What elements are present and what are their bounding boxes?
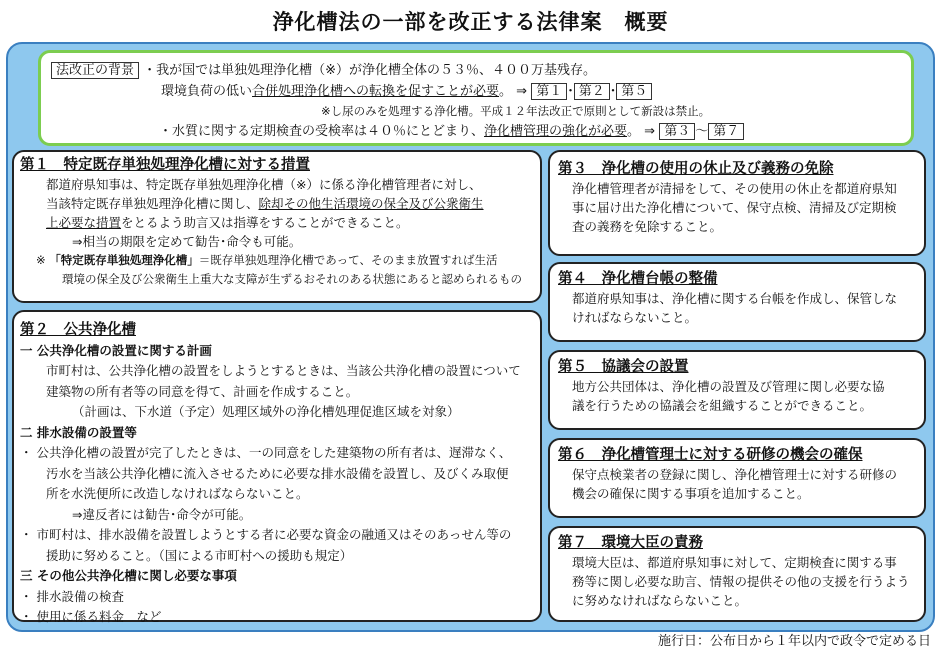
section-3-text-2: 事に届け出た浄化槽について、保守点検、清掃及び定期検 <box>572 200 897 215</box>
section-5 <box>548 350 926 430</box>
background-text-3c: 。 ⇒ <box>627 124 656 139</box>
section-1-text-2 <box>20 194 534 213</box>
section-4-text-1: 都道府県知事は、浄化槽に関する台帳を作成し、保管しな <box>572 291 898 306</box>
section-2-text-c1: ・ 排水設備の検査 <box>20 588 124 604</box>
section-2-text-a1: 市町村は、公共浄化槽の設置をしようとするときは、当該公共浄化槽の設置について <box>46 363 521 378</box>
ref-1: 第１ <box>531 83 567 100</box>
section-1-heading: 第１ 特定既存単独処理浄化槽に対する措置 <box>20 157 310 173</box>
ref-sep-2: ･ <box>609 84 617 99</box>
section-3 <box>548 150 926 256</box>
section-2-text-b1: ・ 公共浄化槽の設置が完了したときは、一の同意をした建築物の所有者は、遅滞なく、 <box>20 445 512 460</box>
section-7-text-3: に努めなければならないこと。 <box>572 593 748 608</box>
section-2-subheading-1: 一 公共浄化槽の設置に関する計画 <box>20 342 212 358</box>
section-2-subheading-3: 三 その他公共浄化槽に関し必要な事項 <box>20 568 237 583</box>
section-4 <box>548 262 926 342</box>
section-7-text-2: 務等に関し必要な助言、情報の提供その他の支援を行うよう <box>572 574 910 589</box>
background-text-2c: 。 ⇒ <box>499 84 528 99</box>
section-1-text-4: ⇒相当の期限を定めて勧告･命令も可能。 <box>72 234 302 249</box>
section-4-text-2: ければならないこと。 <box>572 310 698 325</box>
section-1-text-3b: をとるよう助言又は指導をすることができること。 <box>121 215 409 230</box>
section-2-text-c2: ・ 使用に係る料金 など <box>20 609 162 624</box>
section-6-text-1: 保守点検業者の登録に関し、浄化槽管理士に対する研修の <box>572 467 898 482</box>
section-1-text-3 <box>20 213 534 232</box>
background-text-3a: ・水質に関する定期検査の受検率は４０％にとどまり、 <box>159 124 485 139</box>
section-4-heading: 第４ 浄化槽台帳の整備 <box>558 271 718 287</box>
background-text-2a: 環境負荷の低い <box>161 84 253 99</box>
page-title: 浄化槽法の一部を改正する法律案 概要 <box>272 10 669 34</box>
section-2-subheading-2: 二 排水設備の設置等 <box>20 424 137 440</box>
section-3-text-1: 浄化槽管理者が清掃をして、その使用の休止を都道府県知 <box>572 181 897 196</box>
section-7 <box>548 526 926 622</box>
section-2-text-b3: 所を水洗便所に改造しなければならないこと。 <box>46 486 309 501</box>
ref-2: 第２ <box>574 83 610 100</box>
background-line-1 <box>51 59 596 78</box>
section-2-text-b6: 援助に努めること。（国による市町村への援助も規定） <box>46 547 353 563</box>
section-7-text-1: 環境大臣は、都道府県知事に対して、定期検査に関する事 <box>572 555 897 570</box>
background-tag: 法改正の背景 <box>51 62 139 79</box>
section-3-heading: 第３ 浄化槽の使用の休止及び義務の免除 <box>558 161 834 177</box>
section-1-text-3a: 上必要な措置 <box>46 215 122 230</box>
section-1 <box>12 150 542 303</box>
section-1-text-1: 都道府県知事は、特定既存単独処理浄化槽（※）に係る浄化槽管理者に対し、 <box>46 177 482 192</box>
section-1-note-2: 環境の保全及び公衆衛生上重大な支障が生ずるおそれのある状態にあると認められるもの <box>62 272 522 286</box>
section-2-text-b5: ・ 市町村は、排水設備を設置しようとする者に必要な資金の融通又はそのあっせん等の <box>20 527 512 542</box>
background-text-3b: 浄化槽管理の強化が必要 <box>484 124 628 139</box>
background-box <box>38 50 914 146</box>
section-2-text-b4: ⇒違反者には勧告･命令が可能。 <box>72 506 252 522</box>
ref-sep-1: ･ <box>567 84 574 99</box>
section-2-text-a3: （計画は、下水道（予定）処理区域外の浄化槽処理促進区域を対象） <box>72 404 460 419</box>
background-line-2 <box>161 80 652 99</box>
ref-7: 第７ <box>708 123 744 140</box>
background-line-3 <box>159 120 744 139</box>
section-2 <box>12 310 542 622</box>
background-text-1: ・我が国では単独処理浄化槽（※）が浄化槽全体の５３％、４００万基残存。 <box>143 63 597 78</box>
section-1-text-2b: 除却その他生活環境の保全及び公衆衛生 <box>258 196 484 211</box>
section-1-note-1 <box>20 251 534 270</box>
effective-date: 施行日：公布日から１年以内で政令で定める日 <box>657 634 931 649</box>
section-1-text-2a: 当該特定既存単独処理浄化槽に関し、 <box>46 196 259 211</box>
section-3-text-3: 査の義務を免除すること。 <box>572 219 723 234</box>
ref-tilde: 〜 <box>695 124 709 139</box>
section-1-note-term: 「特定既存単独処理浄化槽」 <box>49 253 199 267</box>
section-6-text-2: 機会の確保に関する事項を追加すること。 <box>572 486 810 501</box>
section-5-text-2: 議を行うための協議会を組織することができること。 <box>572 398 873 413</box>
section-1-note-mark: ※ <box>36 253 46 267</box>
background-note: ※し尿のみを処理する浄化槽。平成１２年法改正で原則として新設は禁止。 <box>321 104 711 118</box>
background-text-2b: 合併処理浄化槽への転換を促すことが必要 <box>252 84 500 99</box>
section-7-heading: 第７ 環境大臣の責務 <box>558 535 703 551</box>
ref-3: 第３ <box>659 123 695 140</box>
ref-5: 第５ <box>616 83 652 100</box>
section-2-text-b2: 汚水を当該公共浄化槽に流入させるために必要な排水設備を設置し、及びくみ取便 <box>46 465 509 481</box>
section-6 <box>548 438 926 518</box>
section-2-heading: 第２ 公共浄化槽 <box>20 322 136 338</box>
section-5-text-1: 地方公共団体は、浄化槽の設置及び管理に関し必要な協 <box>572 379 885 394</box>
section-2-text-a2: 建築物の所有者等の同意を得て、計画を作成すること。 <box>46 383 359 399</box>
section-6-heading: 第６ 浄化槽管理士に対する研修の機会の確保 <box>558 447 863 463</box>
section-5-heading: 第５ 協議会の設置 <box>558 359 689 375</box>
section-1-note-text: ＝既存単独処理浄化槽であって、そのまま放置すれば生活 <box>198 253 498 267</box>
